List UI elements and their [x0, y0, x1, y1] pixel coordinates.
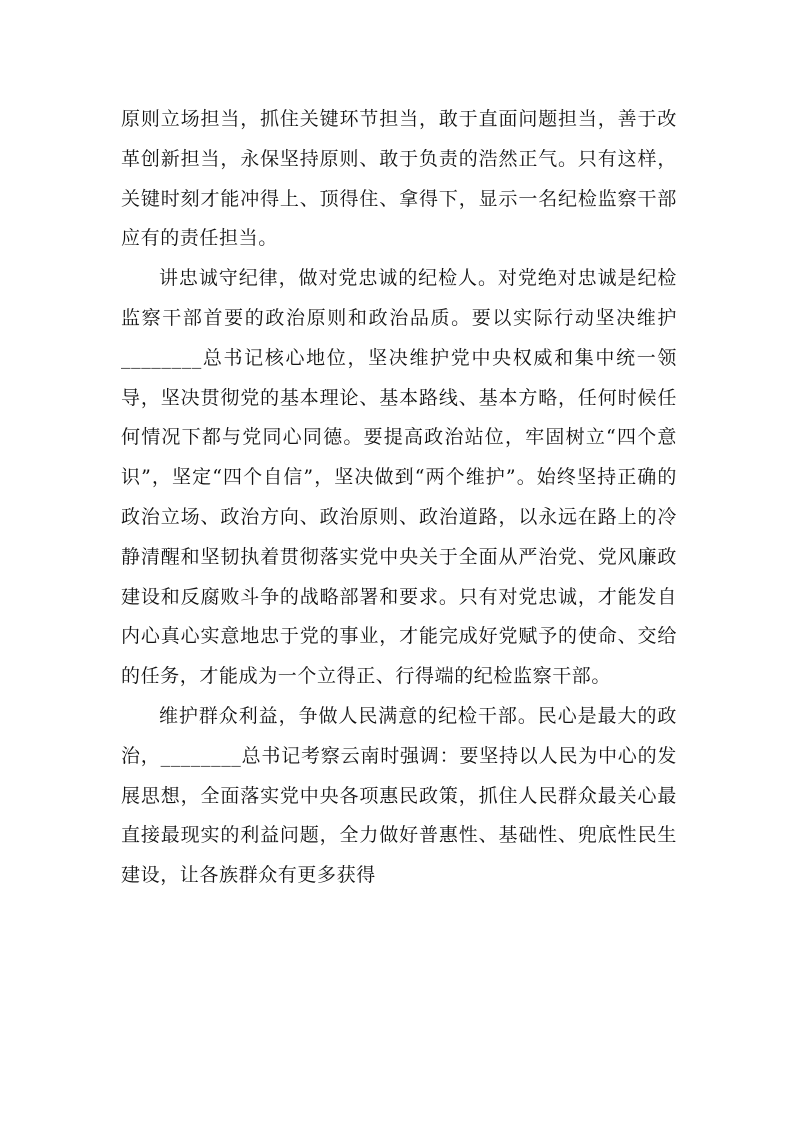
- paragraph-continuation: 原则立场担当，抓住关键环节担当，敢于直面问题担当，善于改革创新担当，永保坚持原则、敢于负责的浩然正气。只有这样，关键时刻才能冲得上、顶得住、拿得下，显示一名纪检监察干部应有的责任担当。: [121, 108, 677, 250]
- document-body: [121, 100, 677, 896]
- paragraph-loyalty: 讲忠诚守纪律，做对党忠诚的纪检人。对党绝对忠诚是纪检监察干部首要的政治原则和政治品质。要以实际行动坚决维护________总书记核心地位，坚决维护党中央权威和集中统一领导，坚决贯彻党的基本理论、基本路线、基本方略，任何时候任何情况下都与党同心同德。要提高政治站位，牢固树立“四个意识”，坚定“四个自信”，坚决做到“两个维护”。始终坚持正确的政治立场、政治方向、政治原则、政治道路，以永远在路上的冷静清醒和坚韧执着贯彻落实党中央关于全面从严治党、党风廉政建设和反腐败斗争的战略部署和要求。只有对党忠诚，才能发自内心真心实意地忠于党的事业，才能完成好党赋予的使命、交给的任务，才能成为一个立得正、行得端的纪检监察干部。: [121, 267, 677, 688]
- paragraph-people-interests: 维护群众利益，争做人民满意的纪检干部。民心是最大的政治，________总书记考察云南时强调：要坚持以人民为中心的发展思想，全面落实党中央各项惠民政策，抓住人民群众最关心最直接最现实的利益问题，全力做好普惠性、基础性、兜底性民生建设，让各族群众有更多获得: [121, 704, 677, 887]
